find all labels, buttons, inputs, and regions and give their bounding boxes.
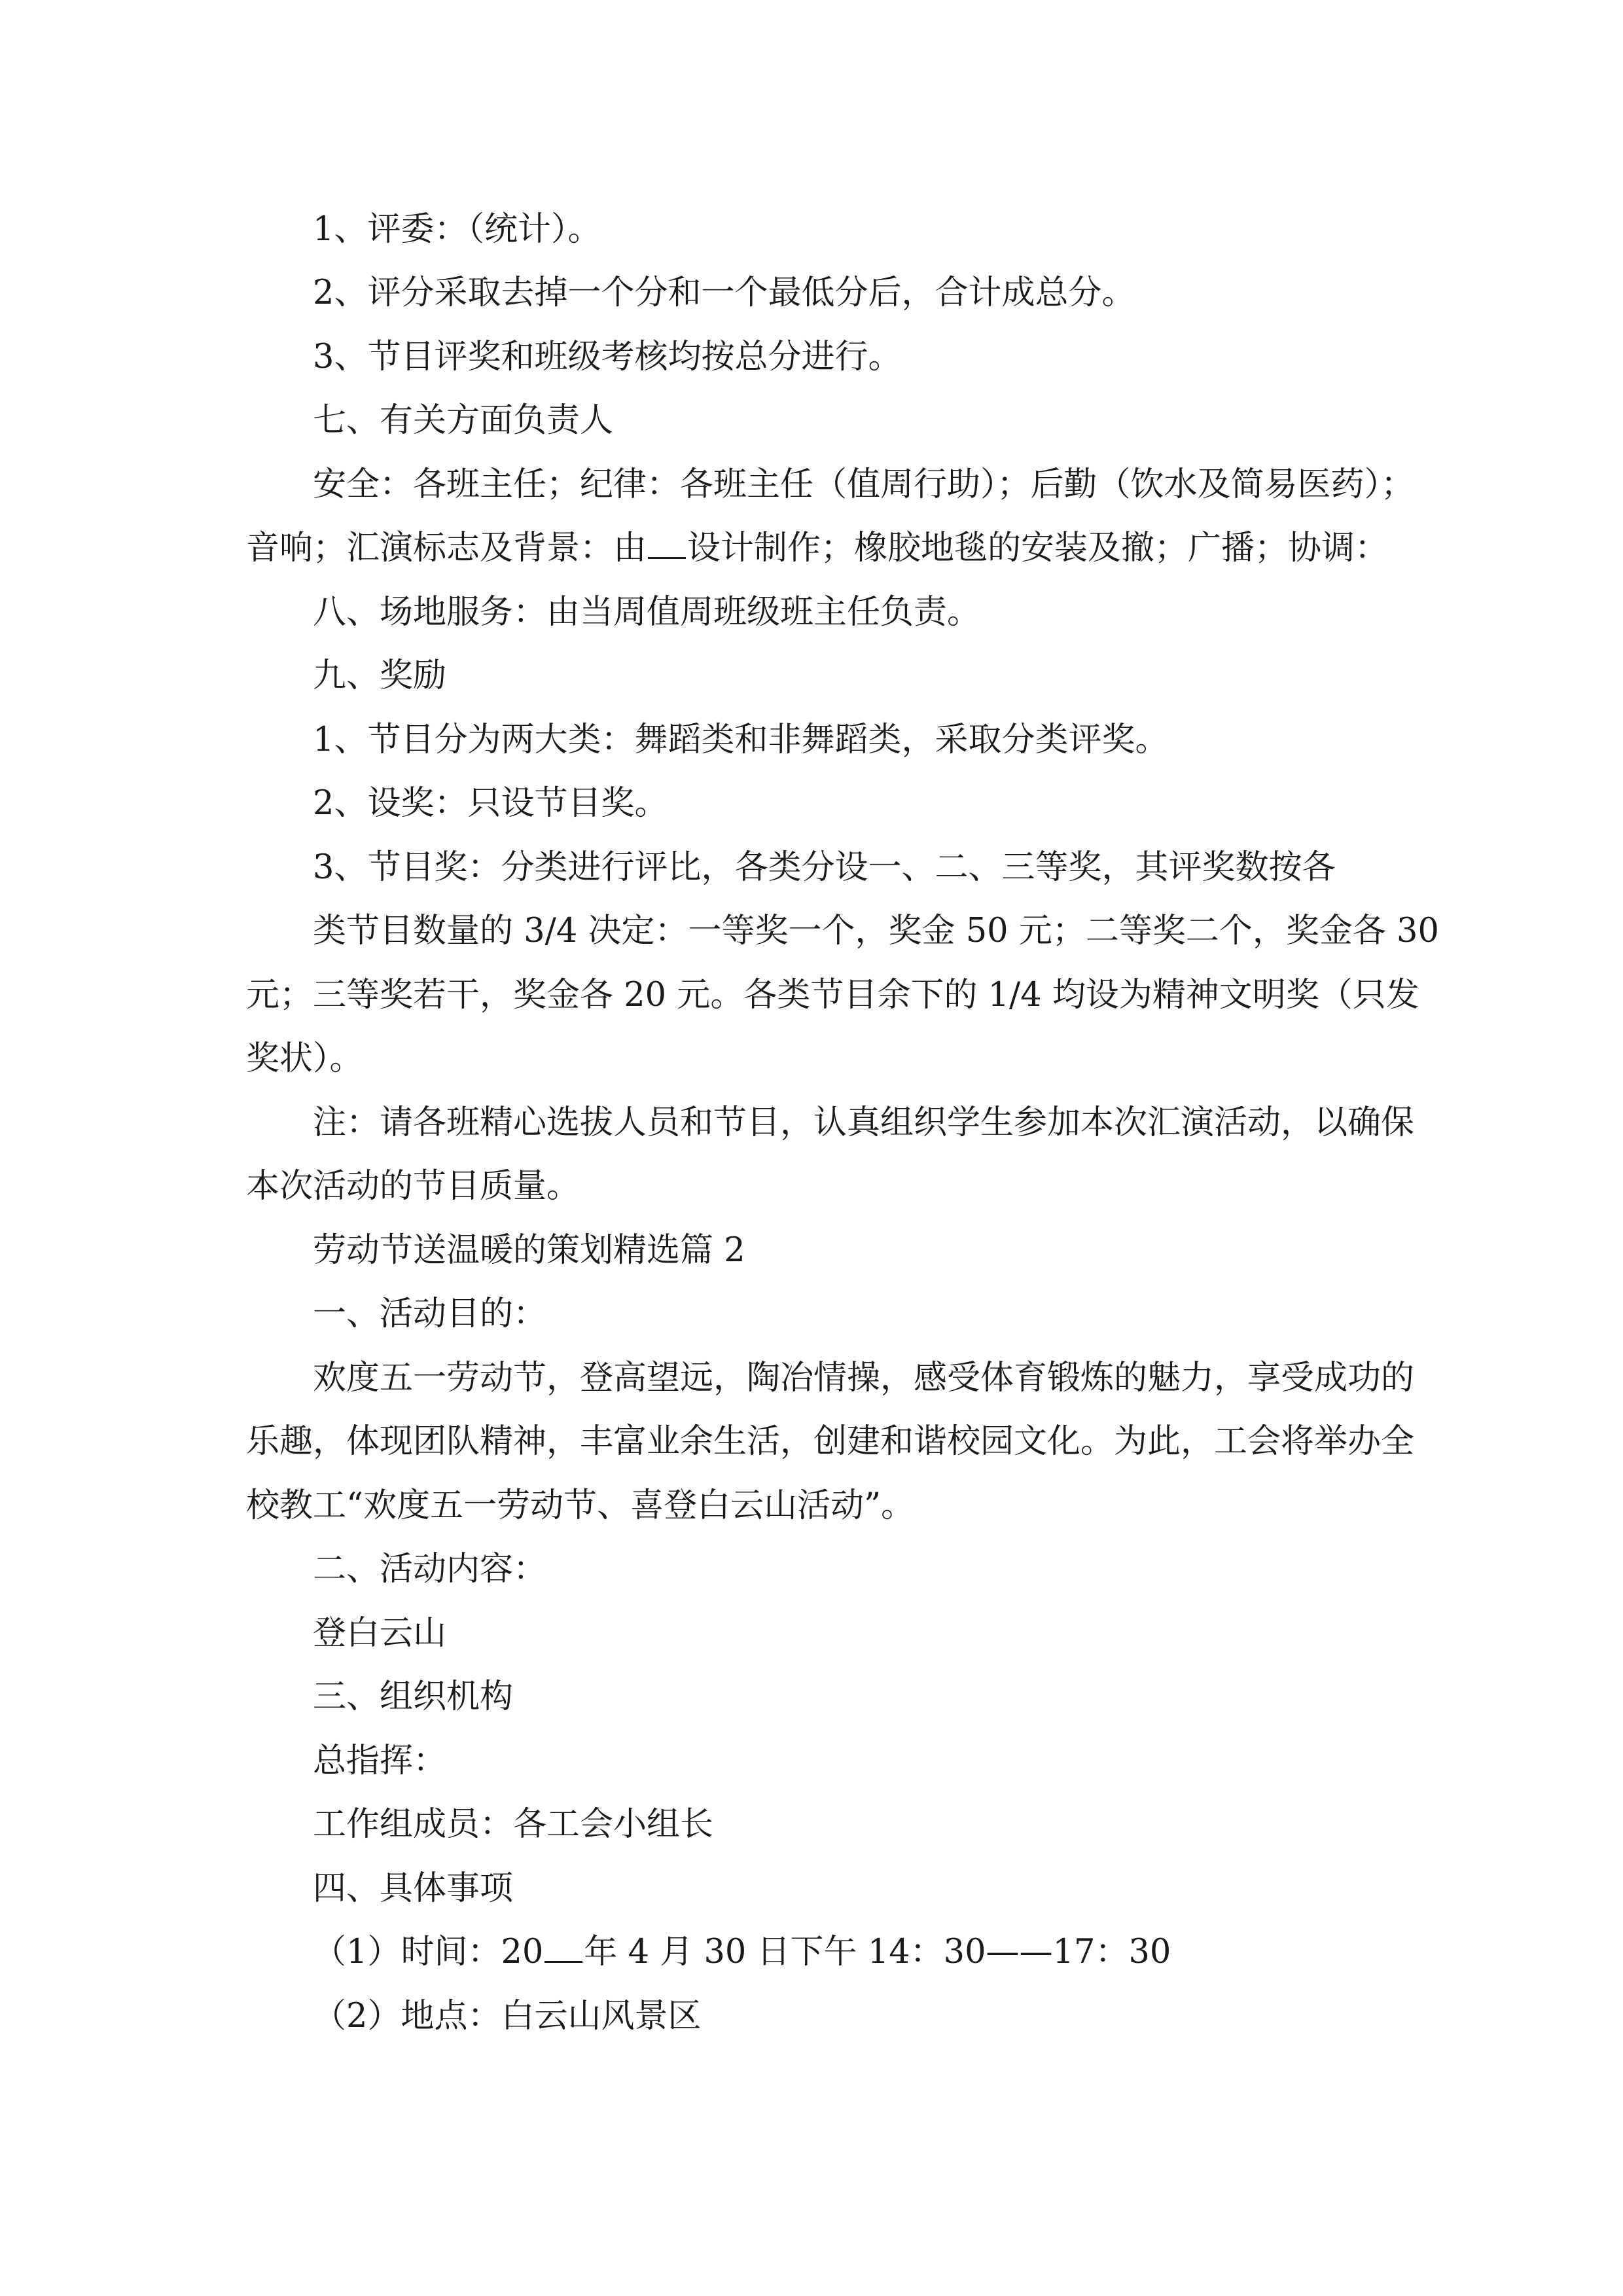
time-text-part2: 年 4 月 30 日下午 14：30——17：30 — [584, 1933, 1171, 1971]
section-heading-purpose: 一、活动目的： — [313, 1295, 547, 1333]
section-heading-content: 二、活动内容： — [313, 1550, 547, 1588]
blank-underline — [648, 527, 686, 559]
section-heading-rewards: 九、奖励 — [313, 656, 447, 695]
article-title-part2: 劳动节送温暖的策划精选篇 2 — [313, 1231, 745, 1270]
paragraph-purpose-line1: 欢度五一劳动节，登高望远，陶冶情操，感受体育锻炼的魅力，享受成功的 — [313, 1359, 1415, 1397]
paragraph-judges: 1、评委：（统计）。 — [313, 210, 601, 249]
paragraph-content: 登白云山 — [313, 1614, 447, 1653]
paragraph-team-members: 工作组成员：各工会小组长 — [313, 1805, 714, 1844]
paragraph-program-awards-line2: 类节目数量的 3/4 决定：一等奖一个，奖金 50 元；二等奖二个，奖金各 30 — [313, 912, 1439, 950]
paragraph-commander: 总指挥： — [313, 1742, 447, 1780]
paragraph-scoring: 2、评分采取去掉一个分和一个最低分后，合计成总分。 — [313, 274, 1135, 312]
paragraph-location: （2）地点：白云山风景区 — [313, 1997, 702, 2036]
paragraph-time — [313, 1929, 1171, 1976]
section-heading-details: 四、具体事项 — [313, 1869, 514, 1908]
paragraph-program-awards-line3: 元；三等奖若干，奖金各 20 元。各类节目余下的 1/4 均设为精神文明奖（只发 — [246, 976, 1419, 1014]
paragraph-categories: 1、节目分为两大类：舞蹈类和非舞蹈类，采取分类评奖。 — [313, 721, 1169, 759]
paragraph-awards-setup: 2、设奖：只设节目奖。 — [313, 784, 668, 823]
paragraph-program-awards-line1: 3、节目奖：分类进行评比，各类分设一、二、三等奖，其评奖数按各 — [313, 848, 1336, 887]
paragraph-purpose-line3: 校教工“欢度五一劳动节、喜登白云山活动”。 — [246, 1486, 915, 1525]
paragraph-purpose-line2: 乐趣，体现团队精神，丰富业余生活，创建和谐校园文化。为此，工会将举办全 — [246, 1422, 1415, 1461]
paragraph-program-awards-line4: 奖状）。 — [246, 1039, 363, 1078]
year-blank-underline — [544, 1931, 582, 1963]
paragraph-note-line2: 本次活动的节目质量。 — [246, 1167, 580, 1206]
paragraph-award-basis: 3、节目评奖和班级考核均按总分进行。 — [313, 338, 902, 376]
section-heading-organization: 三、组织机构 — [313, 1677, 514, 1716]
section-heading-responsible: 七、有关方面负责人 — [313, 401, 614, 440]
responsible-text-part1: 音响；汇演标志及背景：由 — [246, 529, 647, 567]
responsible-text-part2: 设计制作；橡胶地毯的安装及撤；广播；协调： — [687, 529, 1389, 567]
paragraph-responsible-line1: 安全：各班主任；纪律：各班主任（值周行助）；后勤（饮水及简易医药）； — [313, 465, 1415, 504]
section-heading-venue-service: 八、场地服务：由当周值周班级班主任负责。 — [313, 593, 981, 632]
time-text-part1: （1）时间：20 — [313, 1933, 544, 1971]
paragraph-note-line1: 注：请各班精心选拔人员和节目，认真组织学生参加本次汇演活动，以确保 — [313, 1103, 1415, 1142]
paragraph-responsible-line2 — [246, 525, 1388, 572]
